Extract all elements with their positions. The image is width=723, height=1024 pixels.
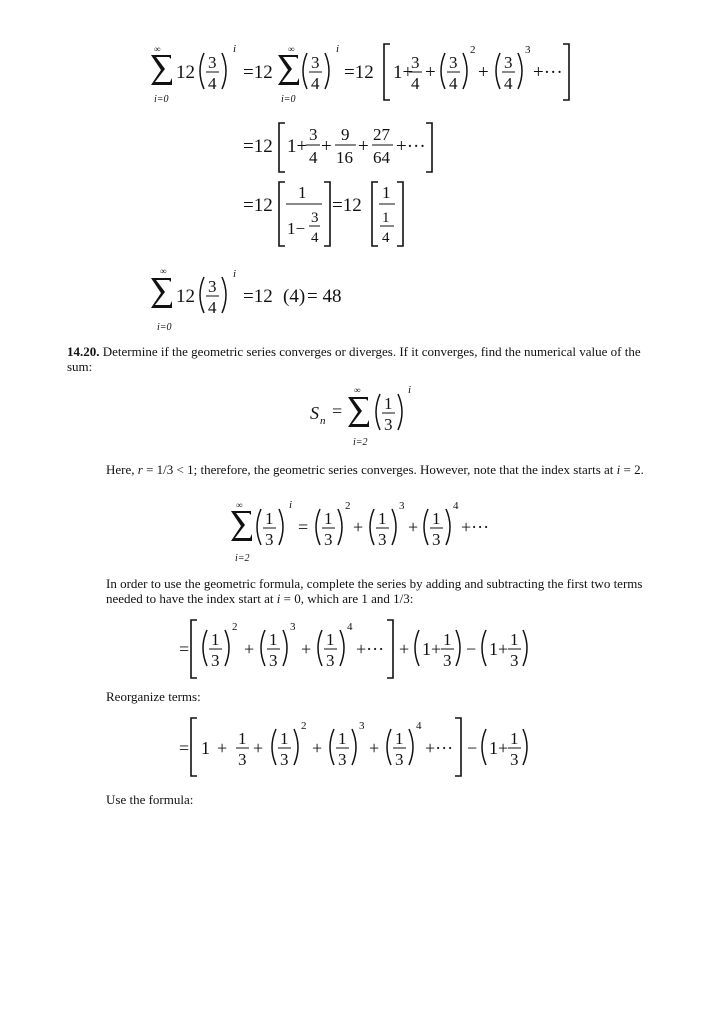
left-paren [441, 53, 445, 89]
frac-den: 3 [326, 651, 335, 670]
alt-reorganized [120, 1010, 141, 1011]
frac-num: 3 [504, 53, 513, 72]
left-paren [261, 630, 265, 666]
frac-num: 1 [382, 183, 391, 202]
left-paren [318, 630, 322, 666]
sum-equation-svg [300, 385, 430, 455]
alt-line1 [0, 1010, 30, 1011]
left-paren [415, 630, 419, 666]
right-paren [222, 53, 226, 89]
expansion-svg [225, 500, 505, 568]
result-line [151, 266, 341, 333]
left-paren [370, 509, 374, 545]
plus: + [312, 738, 323, 758]
sum-lower-index: i=0 [154, 94, 169, 105]
sum-lower-index: i=2 [235, 553, 250, 564]
right-bracket [387, 620, 393, 678]
left-bracket [384, 44, 390, 100]
frac-den: 4 [449, 74, 458, 93]
frac-num: 1 [238, 729, 247, 748]
sum-lower-index: i=2 [353, 437, 368, 448]
sum-upper-inf: ∞ [288, 44, 295, 54]
s-symbol: S [310, 403, 319, 423]
frac-num: 3 [449, 53, 458, 72]
frac-den: 3 [378, 530, 387, 549]
exponent: i [408, 384, 412, 396]
analysis-text: Here, [106, 462, 138, 477]
top-derivation-svg [0, 0, 723, 340]
exponent: 4 [416, 720, 422, 732]
exponent: 3 [399, 500, 405, 512]
frac-num: 3 [311, 210, 319, 226]
equals: = [298, 517, 309, 537]
sum-equation [300, 385, 430, 455]
plus: + [478, 62, 489, 83]
alt-line2 [31, 1010, 45, 1011]
frac-den: 3 [384, 415, 393, 434]
one-plus: 1+ [393, 62, 414, 83]
plus: + [253, 738, 264, 758]
exponent: i [336, 43, 340, 55]
frac-num: 1 [326, 630, 335, 649]
frac-den: 16 [336, 148, 353, 167]
right-paren [352, 729, 356, 765]
exponent: 3 [525, 44, 531, 56]
right-bracket [563, 44, 569, 100]
right-paren [340, 630, 344, 666]
right-paren [225, 630, 229, 666]
frac-den: 4 [311, 230, 319, 246]
exponent: 4 [347, 621, 353, 633]
frac-num: 1 [211, 630, 220, 649]
exponent: 3 [359, 720, 365, 732]
left-paren [200, 277, 204, 313]
left-paren [200, 53, 204, 89]
frac-num: 3 [208, 277, 217, 296]
frac-num: 1 [395, 729, 404, 748]
paren-4: (4) [283, 286, 306, 307]
right-paren [279, 509, 283, 545]
sum-upper-inf: ∞ [354, 385, 361, 395]
reorganize-label: Reorganize terms: [106, 689, 201, 704]
left-paren [387, 729, 391, 765]
plus: + [217, 738, 228, 758]
frac-num: 1 [443, 630, 452, 649]
equals-48: = 48 [307, 286, 342, 307]
left-paren [424, 509, 428, 545]
left-paren [330, 729, 334, 765]
sum-upper-inf: ∞ [160, 266, 167, 276]
exponent: 4 [453, 500, 459, 512]
alt-expansion [79, 1010, 97, 1011]
s-subscript: n [320, 415, 326, 427]
alt-sum [70, 1010, 79, 1011]
frac-num: 3 [208, 53, 217, 72]
frac-den: 64 [373, 148, 390, 167]
one-plus: 1+ [489, 639, 509, 659]
frac-den: 4 [504, 74, 513, 93]
equals: = [179, 639, 190, 659]
exponent: 2 [470, 44, 476, 56]
left-bracket [279, 123, 285, 172]
eq-12: =12 [243, 195, 273, 216]
top-derivation [0, 0, 723, 340]
sum-lower-index: i=0 [281, 94, 296, 105]
expansion-equation [225, 500, 505, 568]
frac-den: 4 [208, 74, 217, 93]
frac-den: 4 [311, 74, 320, 93]
sigma-symbol [278, 55, 299, 85]
right-paren [283, 630, 287, 666]
eq-12: =12 [243, 62, 273, 83]
left-bracket [191, 620, 197, 678]
left-bracket [279, 182, 285, 246]
eq-12: =12 [332, 195, 362, 216]
frac-den: 3 [432, 530, 441, 549]
left-paren [272, 729, 276, 765]
one-minus: 1− [287, 219, 306, 238]
problem-number: 14.20. [67, 344, 100, 359]
sigma-symbol [348, 397, 369, 427]
plus-dots: +··· [461, 517, 490, 537]
alt-line3 [44, 1010, 56, 1011]
eq-12: =12 [243, 286, 273, 307]
right-paren [222, 277, 226, 313]
plus: + [244, 639, 255, 659]
coefficient: 12 [176, 62, 195, 83]
right-paren [523, 729, 527, 765]
completed-equation [175, 614, 555, 680]
sigma-symbol [151, 55, 172, 85]
right-paren [463, 53, 467, 89]
exponent: 2 [301, 720, 307, 732]
minus: − [467, 738, 478, 758]
one-plus: 1+ [422, 639, 442, 659]
right-paren [294, 729, 298, 765]
frac-num: 3 [411, 53, 420, 72]
minus: − [466, 639, 477, 659]
left-paren [482, 729, 486, 765]
plus: + [408, 517, 419, 537]
equation-line-1 [151, 43, 569, 105]
exponent: 2 [345, 500, 351, 512]
alt-completed [98, 1010, 120, 1011]
equals: = [179, 738, 190, 758]
eq-12: =12 [344, 62, 374, 83]
right-paren [409, 729, 413, 765]
exponent: 3 [290, 621, 296, 633]
analysis-text: = 2. [620, 462, 644, 477]
left-paren [316, 509, 320, 545]
frac-den: 4 [309, 148, 318, 167]
frac-num: 1 [432, 509, 441, 528]
right-paren [398, 394, 402, 430]
complete-series-paragraph [106, 576, 658, 606]
eq-12: =12 [243, 136, 273, 157]
frac-num: 27 [373, 125, 390, 144]
frac-num: 3 [311, 53, 320, 72]
sigma-symbol [151, 278, 172, 308]
plus: + [425, 62, 436, 83]
plus: + [369, 738, 380, 758]
problem-statement [67, 344, 658, 374]
left-paren [203, 630, 207, 666]
exponent: 2 [232, 621, 238, 633]
right-paren [446, 509, 450, 545]
equals: = [332, 401, 343, 421]
formula-label: Use the formula: [106, 792, 194, 807]
plus-dots: +··· [396, 136, 426, 157]
frac-den: 3 [324, 530, 333, 549]
right-paren [338, 509, 342, 545]
reorganized-equation [175, 712, 555, 778]
left-paren [482, 630, 486, 666]
right-bracket [455, 718, 461, 776]
frac-den: 4 [411, 74, 420, 93]
plus: + [321, 136, 332, 157]
sum-upper-inf: ∞ [236, 500, 243, 510]
exponent: i [233, 268, 237, 280]
exponent: i [233, 43, 237, 55]
sum-upper-inf: ∞ [154, 44, 161, 54]
r-variable: r [137, 462, 143, 477]
frac-den: 3 [280, 750, 289, 769]
right-bracket [397, 182, 403, 246]
right-paren [456, 630, 460, 666]
left-paren [257, 509, 261, 545]
frac-den: 3 [443, 651, 452, 670]
frac-num: 1 [384, 394, 393, 413]
right-paren [518, 53, 522, 89]
plus: + [353, 517, 364, 537]
frac-den: 3 [265, 530, 274, 549]
left-paren [303, 53, 307, 89]
frac-den: 4 [382, 230, 390, 246]
sum-lower-index: i=0 [157, 322, 172, 333]
frac-num: 1 [324, 509, 333, 528]
frac-num: 1 [269, 630, 278, 649]
paragraph-text: In order to use the geometric formula, complete the series by adding and subtracting the first two terms needed to have the index start at [106, 576, 643, 606]
frac-den: 3 [211, 651, 220, 670]
equation-line-2 [243, 123, 432, 172]
right-paren [325, 53, 329, 89]
frac-den: 3 [395, 750, 404, 769]
analysis-paragraph [106, 462, 658, 477]
one-plus: 1+ [489, 738, 509, 758]
left-paren [496, 53, 500, 89]
one-plus: 1+ [287, 136, 308, 157]
left-bracket [191, 718, 197, 776]
i-variable: i [616, 462, 621, 477]
frac-den: 3 [338, 750, 347, 769]
plus: + [301, 639, 312, 659]
plus: + [358, 136, 369, 157]
plus-dots: +··· [356, 639, 385, 659]
right-bracket [426, 123, 432, 172]
equation-line-3 [243, 182, 403, 246]
frac-num: 1 [510, 630, 519, 649]
reorganized-svg [175, 712, 555, 778]
paragraph-text: = 0, which are 1 and 1/3: [280, 591, 414, 606]
frac-num: 3 [309, 125, 318, 144]
exponent: i [289, 499, 293, 511]
frac-num: 1 [298, 183, 307, 202]
frac-den: 3 [510, 651, 519, 670]
left-bracket [372, 182, 378, 246]
frac-num: 1 [338, 729, 347, 748]
left-paren [376, 394, 380, 430]
plus-dots: +··· [425, 738, 454, 758]
right-paren [392, 509, 396, 545]
i-variable: i [276, 591, 281, 606]
frac-num: 1 [378, 509, 387, 528]
analysis-text: = 1/3 < 1; therefore, the geometric series converges. However, note that the index starts at [142, 462, 617, 477]
problem-text: Determine if the geometric series converges or diverges. If it converges, find the numerical value of the sum: [67, 344, 641, 374]
equation-text-alternatives [0, 1010, 723, 1022]
frac-den: 4 [208, 298, 217, 317]
plus-dots: +··· [533, 62, 563, 83]
one: 1 [201, 738, 210, 758]
frac-den: 3 [238, 750, 247, 769]
frac-num: 1 [265, 509, 274, 528]
coefficient: 12 [176, 286, 195, 307]
frac-num: 1 [280, 729, 289, 748]
right-bracket [324, 182, 330, 246]
right-paren [523, 630, 527, 666]
frac-num: 9 [341, 125, 350, 144]
frac-num: 1 [510, 729, 519, 748]
completed-svg [175, 614, 555, 680]
frac-den: 3 [269, 651, 278, 670]
frac-den: 3 [510, 750, 519, 769]
plus: + [399, 639, 410, 659]
alt-result [57, 1010, 70, 1011]
frac-num: 1 [382, 210, 390, 226]
sigma-symbol [231, 511, 252, 541]
